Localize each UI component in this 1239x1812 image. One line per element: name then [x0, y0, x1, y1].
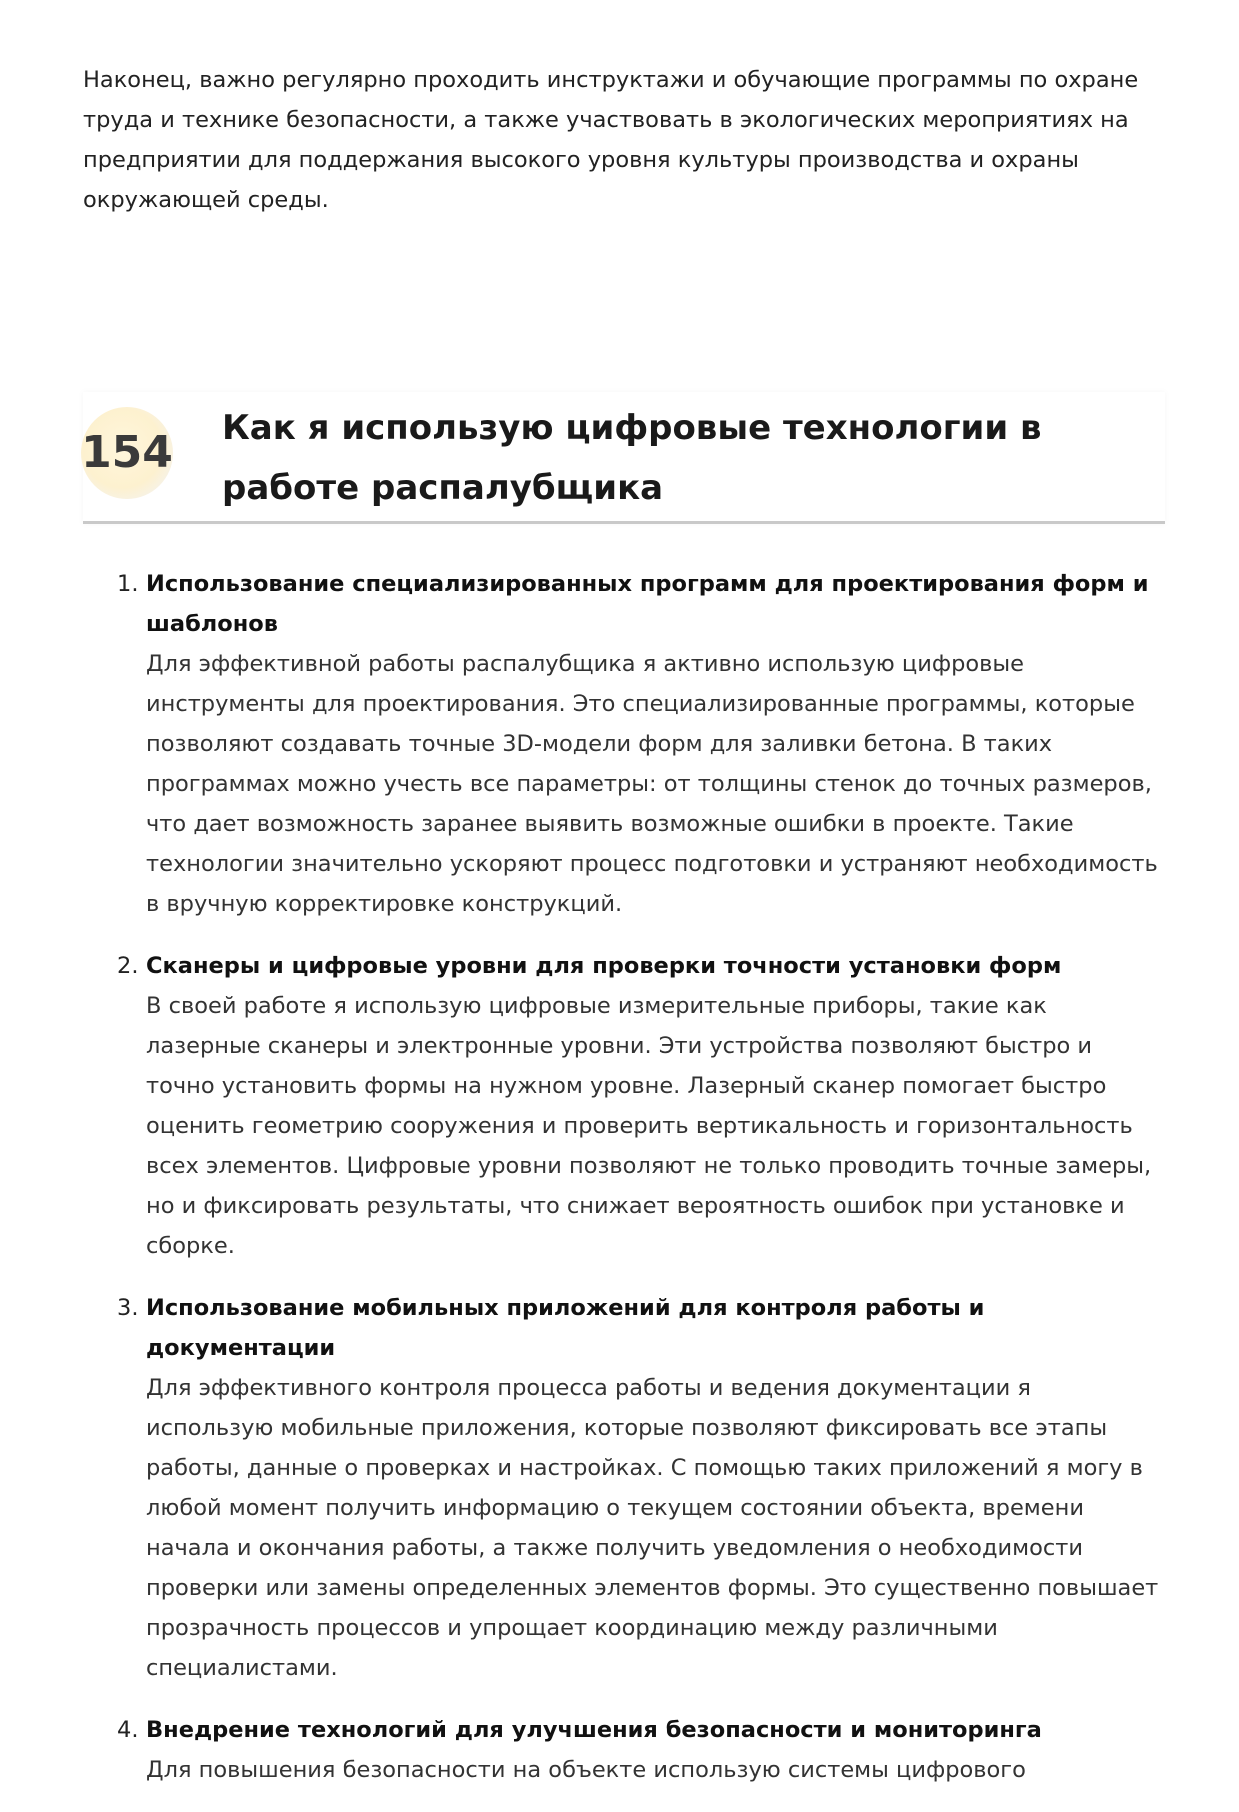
list-item-heading: Сканеры и цифровые уровни для проверки точности установки форм	[146, 953, 1062, 979]
list-item-heading: Использование мобильных приложений для контроля работы и документации	[146, 1295, 985, 1361]
list-item-heading: Внедрение технологий для улучшения безопасности и мониторинга	[146, 1717, 1042, 1743]
chapter-number-badge: 154	[81, 407, 173, 499]
chapter-title: Как я использую цифровые технологии в работе распалубщика	[222, 408, 1042, 508]
list-item-number: 2.	[117, 953, 139, 979]
list-item	[83, 564, 1163, 924]
list-item-number: 4.	[117, 1717, 139, 1743]
intro-paragraph: Наконец, важно регулярно проходить инструктажи и обучающие программы по охране труда и технике безопасности, а также участвовать в экологических мероприятиях на предприятии для поддержания высокого уровня культуры производства и охраны окружающей среды.	[83, 67, 1139, 213]
list-item	[83, 946, 1163, 1266]
list-item-body: В своей работе я использую цифровые измерительные приборы, такие как лазерные сканеры и электронные уровни. Эти устройства позволяют быстро и точно установить формы на нужном уровне. Лазерный сканер помогает быстро оценить геометрию сооружения и проверить вертикальность и горизонтальность всех элементов. Цифровые уровни позволяют не только проводить точные замеры, но и фиксировать результаты, что снижает вероятность ошибок при установке и сборке.	[146, 993, 1152, 1259]
list-item	[83, 1710, 1163, 1790]
list-item-number: 3.	[117, 1295, 139, 1321]
list-item-heading: Использование специализированных программ для проектирования форм и шаблонов	[146, 571, 1149, 637]
list-item-body: Для повышения безопасности на объекте использую системы цифрового	[146, 1757, 1026, 1783]
list-item-number: 1.	[117, 571, 139, 597]
chapter-header	[83, 392, 1165, 524]
list-item-body: Для эффективного контроля процесса работы и ведения документации я использую мобильные приложения, которые позволяют фиксировать все этапы работы, данные о проверках и настройках. С помощью таких приложений я могу в любой момент получить информацию о текущем состоянии объекта, времени начала и окончания работы, а также получить уведомления о необходимости проверки или замены определенных элементов формы. Это существенно повышает прозрачность процессов и упрощает координацию между различными специалистами.	[146, 1375, 1159, 1681]
list-item-body: Для эффективной работы распалубщика я активно использую цифровые инструменты для проектирования. Это специализированные программы, которые позволяют создавать точные 3D-модели форм для заливки бетона. В таких программах можно учесть все параметры: от толщины стенок до точных размеров, что дает возможность заранее выявить возможные ошибки в проекте. Такие технологии значительно ускоряют процесс подготовки и устраняют необходимость в вручную корректировке конструкций.	[146, 651, 1158, 917]
list-item	[83, 1288, 1163, 1688]
numbered-list	[83, 564, 1163, 1812]
